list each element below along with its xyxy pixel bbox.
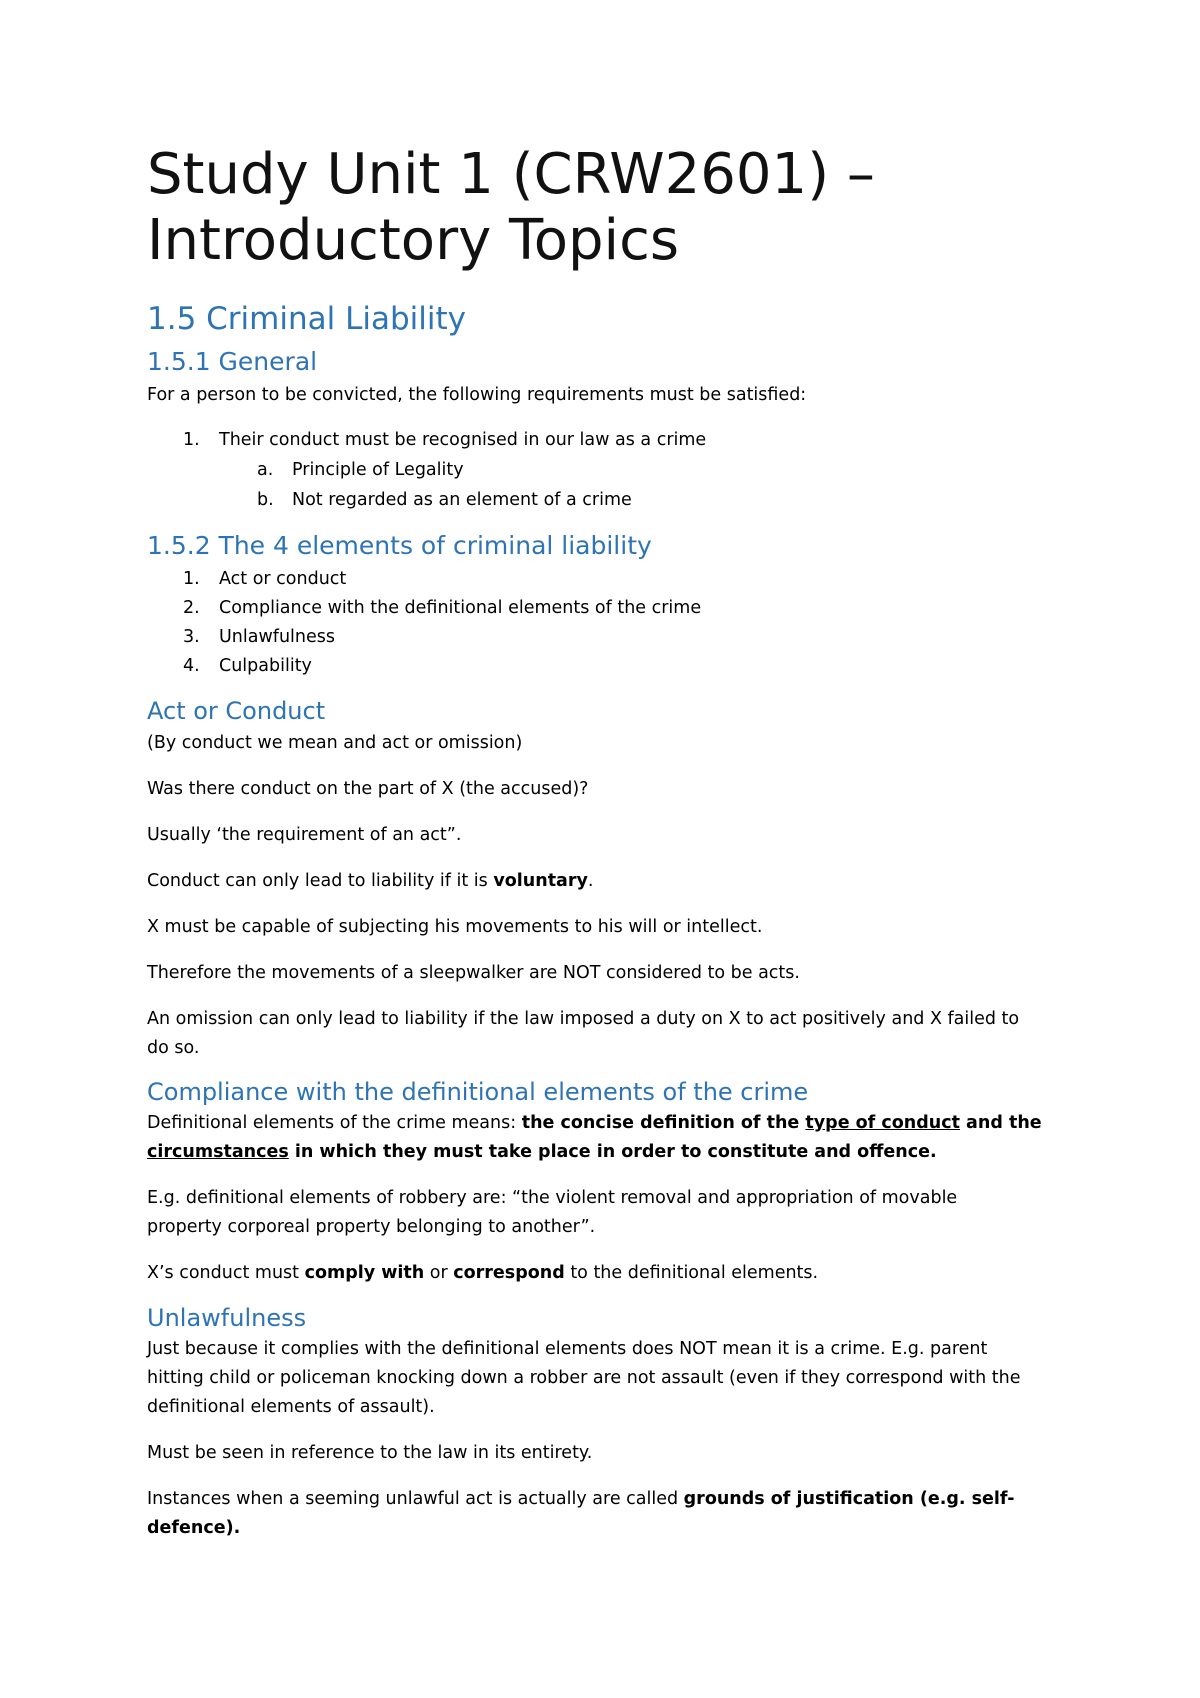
act-paragraph-6: Therefore the movements of a sleepwalker are NOT considered to be acts. (147, 963, 800, 983)
general-intro: For a person to be convicted, the following requirements must be satisfied: (147, 385, 807, 405)
heading-criminal-liability: 1.5 Criminal Liability (147, 301, 466, 337)
title-line-1: Study Unit 1 (CRW2601) – (147, 142, 875, 207)
text-run: or (424, 1263, 454, 1283)
list-marker: 2. (183, 598, 200, 618)
act-paragraph-4 (147, 867, 1057, 896)
bold-text: correspond (453, 1263, 565, 1283)
list-marker: 1. (183, 430, 200, 450)
line: E.g. definitional elements of robbery are: “the violent removal and appropriation of movable (147, 1188, 958, 1208)
underlined-text: circumstances (147, 1142, 289, 1162)
compliance-paragraph-2 (147, 1184, 1057, 1242)
line: An omission can only lead to liability if the law imposed a duty on X to act positively and X failed to (147, 1009, 1020, 1029)
underlined-text: type of conduct (805, 1113, 960, 1133)
heading-compliance: Compliance with the definitional elements of the crime (147, 1078, 809, 1106)
text-run: Instances when a seeming unlawful act is actually are called (147, 1489, 684, 1509)
text-run: Conduct can only lead to liability if it is (147, 871, 494, 891)
list-item-text: Their conduct must be recognised in our law as a crime (219, 430, 707, 450)
list-marker: 1. (183, 569, 200, 589)
bold-text: grounds of justification (e.g. self- (683, 1489, 1015, 1509)
list-marker: a. (257, 460, 274, 480)
act-paragraph-5: X must be capable of subjecting his movements to his will or intellect. (147, 917, 763, 937)
document-title (147, 142, 1077, 274)
unlawfulness-paragraph-1 (147, 1335, 1057, 1422)
heading-general: 1.5.1 General (147, 347, 318, 376)
text-run: . (587, 871, 594, 891)
compliance-paragraph-1 (147, 1109, 1057, 1167)
line: hitting child or policeman knocking down a robber are not assault (even if they correspond with the (147, 1368, 1021, 1388)
bold-text: comply with (304, 1263, 425, 1283)
list-item-text: Act or conduct (219, 569, 347, 589)
bold-text: and the (959, 1113, 1042, 1133)
list-item-text: Not regarded as an element of a crime (292, 490, 632, 510)
list-marker: 4. (183, 656, 200, 676)
line: property corporeal property belonging to another”. (147, 1217, 596, 1237)
list-item-text: Unlawfulness (219, 627, 336, 647)
heading-unlawfulness: Unlawfulness (147, 1304, 307, 1332)
act-paragraph-1: (By conduct we mean and act or omission) (147, 733, 523, 753)
line: Just because it complies with the definitional elements does NOT mean it is a crime. E.g. parent (147, 1339, 988, 1359)
title-line-2: Introductory Topics (147, 208, 680, 273)
list-marker: b. (257, 490, 274, 510)
bold-text: in which they must take place in order to constitute and offence. (288, 1142, 937, 1162)
bold-text: voluntary (493, 871, 588, 891)
list-item-text: Culpability (219, 656, 312, 676)
unlawfulness-paragraph-2: Must be seen in reference to the law in its entirety. (147, 1443, 593, 1463)
text-run: X’s conduct must (147, 1263, 305, 1283)
bold-text: the concise definition of the (521, 1113, 806, 1133)
line: do so. (147, 1038, 200, 1058)
act-paragraph-2: Was there conduct on the part of X (the accused)? (147, 779, 589, 799)
act-paragraph-3: Usually ‘the requirement of an act”. (147, 825, 462, 845)
heading-act-or-conduct: Act or Conduct (147, 697, 326, 725)
act-paragraph-7 (147, 1005, 1057, 1063)
text-run: Definitional elements of the crime means: (147, 1113, 522, 1133)
line: definitional elements of assault). (147, 1397, 435, 1417)
bold-text: defence). (147, 1518, 241, 1538)
text-run: to the definitional elements. (564, 1263, 819, 1283)
unlawfulness-paragraph-3 (147, 1485, 1057, 1543)
heading-four-elements: 1.5.2 The 4 elements of criminal liability (147, 531, 652, 560)
compliance-paragraph-3 (147, 1259, 1057, 1288)
list-marker: 3. (183, 627, 200, 647)
list-item-text: Principle of Legality (292, 460, 464, 480)
list-item-text: Compliance with the definitional elements of the crime (219, 598, 702, 618)
